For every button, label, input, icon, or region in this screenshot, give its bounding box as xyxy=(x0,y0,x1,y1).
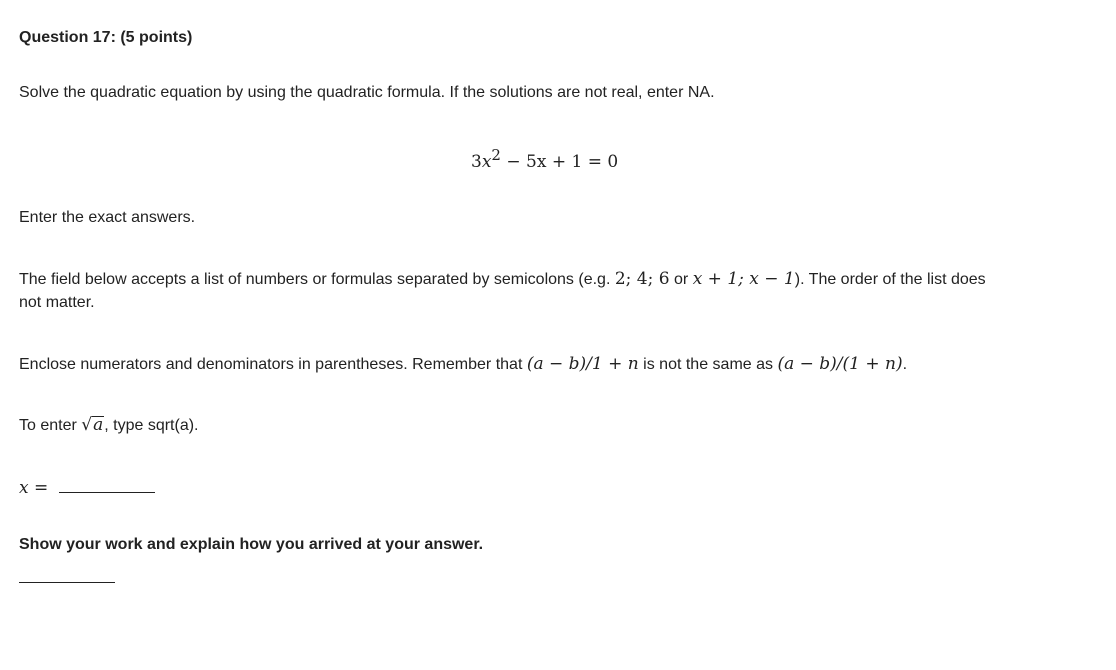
text: or xyxy=(669,271,693,288)
text: Enclose numerators and denominators in parentheses. Remember that xyxy=(19,356,527,373)
list-note-line2: not matter. xyxy=(19,294,95,311)
math-wrong: (a − b)/1 + n xyxy=(526,354,639,374)
eq-coef: 3 xyxy=(471,152,482,172)
radicand: a xyxy=(93,415,104,435)
math-example-1: 2; 4; 6 xyxy=(614,269,670,289)
math-right: (a − b)/(1 + n) xyxy=(777,354,903,374)
text: To enter xyxy=(19,417,82,434)
equation xyxy=(471,146,618,172)
answer-row xyxy=(19,478,155,498)
paren-note xyxy=(19,354,907,374)
list-note xyxy=(19,269,986,289)
question-prompt: Solve the quadratic equation by using the quadratic formula. If the solutions are not real, enter NA. xyxy=(19,84,715,101)
sqrt-note xyxy=(19,415,199,435)
work-input-line[interactable] xyxy=(19,568,115,583)
text: is not the same as xyxy=(638,356,778,373)
text: The field below accepts a list of numbers or formulas separated by semicolons (e.g. xyxy=(19,271,615,288)
eq-exp: 2 xyxy=(491,146,501,164)
math-example-2: x + 1; x − 1 xyxy=(692,269,795,289)
question-title: Question 17: (5 points) xyxy=(19,29,193,46)
text: . xyxy=(902,356,908,373)
eq-rest: − 5x + 1 = 0 xyxy=(500,152,619,172)
eq-var: x xyxy=(481,152,492,172)
sqrt-icon: √ xyxy=(81,415,93,435)
answer-input[interactable] xyxy=(59,478,155,493)
exact-note: Enter the exact answers. xyxy=(19,209,196,226)
answer-label: x = xyxy=(19,478,49,498)
text: ). The order of the list does xyxy=(794,271,986,288)
work-prompt: Show your work and explain how you arrived at your answer. xyxy=(19,536,484,553)
work-input[interactable] xyxy=(19,568,115,588)
text: , type sqrt(a). xyxy=(104,417,199,434)
